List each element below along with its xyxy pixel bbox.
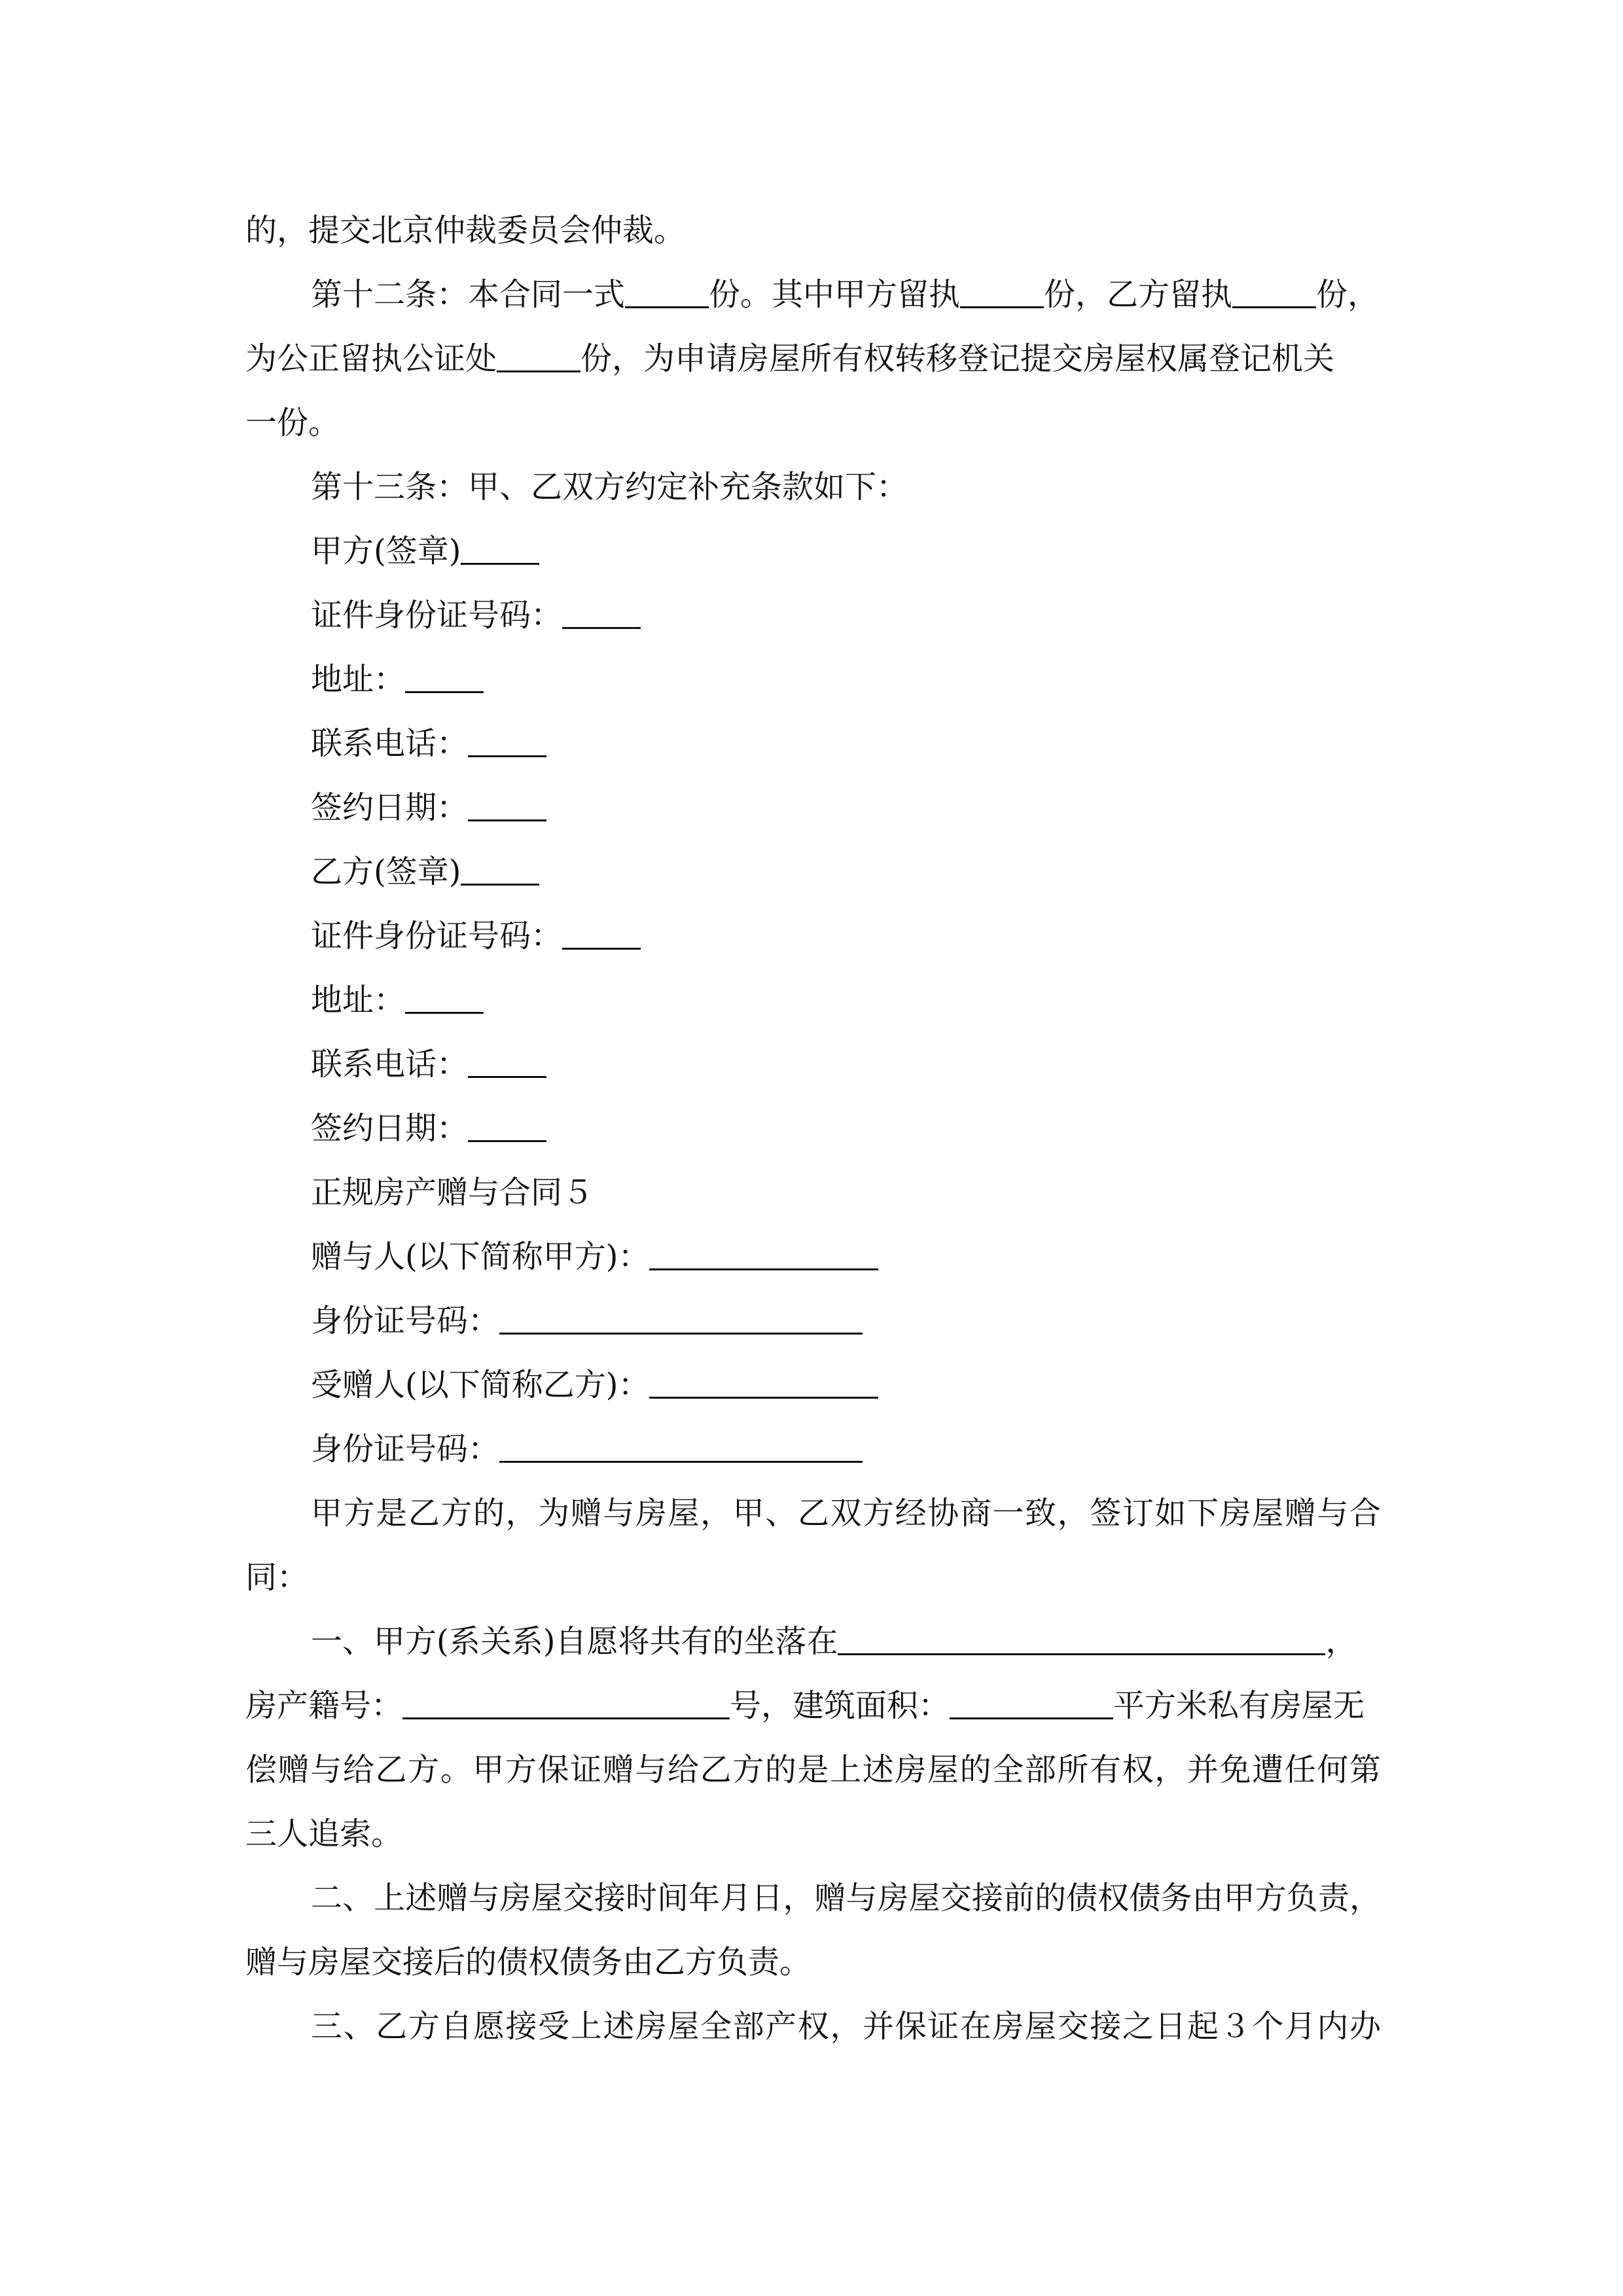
field-label: 联系电话： — [311, 725, 469, 762]
party-a-phone-field — [311, 724, 1381, 763]
donor-field — [311, 1237, 1381, 1276]
text-segment: 房产籍号： — [245, 1687, 403, 1725]
donee-field — [311, 1365, 1381, 1405]
text-line-content: 赠与房屋交接后的债权债务由乙方负责。 — [245, 1944, 812, 1981]
text-segment: 份。其中甲方留执 — [709, 276, 961, 314]
text-segment: 第十二条：本合同一式 — [311, 276, 626, 314]
field-label: 甲方(签章) — [311, 533, 461, 570]
clause-2-line-1 — [311, 1878, 1381, 1918]
text-line-content: 三、乙方自愿接受上述房屋全部产权，并保证在房屋交接之日起３个月内办 — [311, 2008, 1381, 2045]
blank-line — [562, 916, 641, 950]
blank-line — [461, 531, 539, 565]
text-line-content: 的，提交北京仲裁委员会仲裁。 — [245, 212, 686, 249]
text-segment: 平方米私有房屋无 — [1113, 1687, 1365, 1725]
field-label: 证件身份证号码： — [311, 597, 563, 634]
blank-line — [405, 980, 484, 1014]
article-13-line — [311, 467, 1381, 507]
blank-line — [649, 1365, 878, 1399]
text-line-content: 同： — [245, 1559, 309, 1596]
party-b-signature-field — [311, 852, 1381, 891]
heading-text: 正规房产赠与合同５ — [311, 1174, 594, 1211]
party-b-address-field — [311, 980, 1381, 1020]
blank-line — [950, 1686, 1113, 1719]
party-a-id-field — [311, 596, 1381, 635]
text-segment: 份，为申请房屋所有权转移登记提交房屋权属登记机关 — [580, 340, 1335, 378]
donee-id-field — [311, 1429, 1381, 1469]
blank-line — [468, 724, 546, 757]
field-label: 签约日期： — [311, 1110, 469, 1147]
article-12-line-2 — [245, 339, 1381, 378]
blank-line — [402, 1686, 730, 1719]
blank-line — [649, 1237, 878, 1270]
text-line-content: 二、上述赠与房屋交接时间年月日，赠与房屋交接前的债权债务由甲方负责， — [311, 1880, 1381, 1916]
clause-2-line-2 — [245, 1943, 1381, 1982]
blank-line — [960, 275, 1044, 308]
text-segment: 号，建筑面积： — [730, 1687, 950, 1725]
clause-3-line-1 — [311, 2007, 1381, 2046]
text-segment: 一、甲方(系关系)自愿将共有的坐落在 — [311, 1623, 838, 1660]
text-segment: ， — [1325, 1623, 1357, 1660]
clause-1-line-1 — [311, 1622, 1381, 1661]
blank-line — [468, 1045, 546, 1078]
field-label: 签约日期： — [311, 789, 469, 827]
blank-line — [499, 1301, 863, 1335]
paragraph-line — [245, 1558, 1381, 1597]
blank-line — [499, 1429, 863, 1463]
blank-line — [1232, 275, 1316, 308]
blank-line — [405, 660, 484, 693]
party-a-address-field — [311, 660, 1381, 699]
text-line-content: 甲方是乙方的，为赠与房屋，甲、乙双方经协商一致，签订如下房屋赠与合 — [311, 1495, 1381, 1532]
paragraph-line — [311, 1494, 1381, 1533]
section-heading — [311, 1173, 1381, 1212]
text-line-content: 偿赠与给乙方。甲方保证赠与给乙方的是上述房屋的全部所有权，并免遭任何第 — [245, 1751, 1381, 1788]
text-line-content: 三人追索。 — [245, 1816, 403, 1852]
blank-line — [468, 788, 546, 821]
donor-id-field — [311, 1301, 1381, 1340]
text-line-content: 第十三条：甲、乙双方约定补充条款如下： — [311, 469, 908, 505]
field-label: 身份证号码： — [311, 1302, 500, 1340]
blank-line — [461, 852, 539, 886]
field-label: 地址： — [311, 661, 406, 698]
party-b-id-field — [311, 916, 1381, 956]
text-segment: 份， — [1316, 276, 1380, 314]
party-b-date-field — [311, 1109, 1381, 1148]
blank-line — [468, 1109, 546, 1142]
text-line — [245, 211, 1381, 250]
article-12-line-3 — [245, 403, 1381, 442]
blank-line — [625, 275, 709, 308]
text-line-content: 一份。 — [245, 404, 340, 441]
party-b-phone-field — [311, 1045, 1381, 1084]
text-segment: 为公正留执公证处 — [245, 340, 497, 378]
clause-1-line-2 — [245, 1686, 1381, 1725]
party-a-signature-field — [311, 531, 1381, 571]
blank-line — [562, 596, 641, 629]
clause-1-line-3 — [245, 1750, 1381, 1789]
text-segment: 份，乙方留执 — [1044, 276, 1233, 314]
field-label: 受赠人(以下简称乙方)： — [311, 1367, 650, 1404]
party-a-date-field — [311, 788, 1381, 827]
field-label: 地址： — [311, 982, 406, 1019]
field-label: 乙方(签章) — [311, 853, 461, 891]
field-label: 联系电话： — [311, 1046, 469, 1083]
blank-line — [838, 1622, 1325, 1655]
article-12-line-1 — [311, 275, 1381, 314]
blank-line — [497, 339, 580, 372]
field-label: 赠与人(以下简称甲方)： — [311, 1238, 650, 1276]
clause-1-line-4 — [245, 1814, 1381, 1854]
field-label: 身份证号码： — [311, 1431, 500, 1468]
field-label: 证件身份证号码： — [311, 918, 563, 955]
